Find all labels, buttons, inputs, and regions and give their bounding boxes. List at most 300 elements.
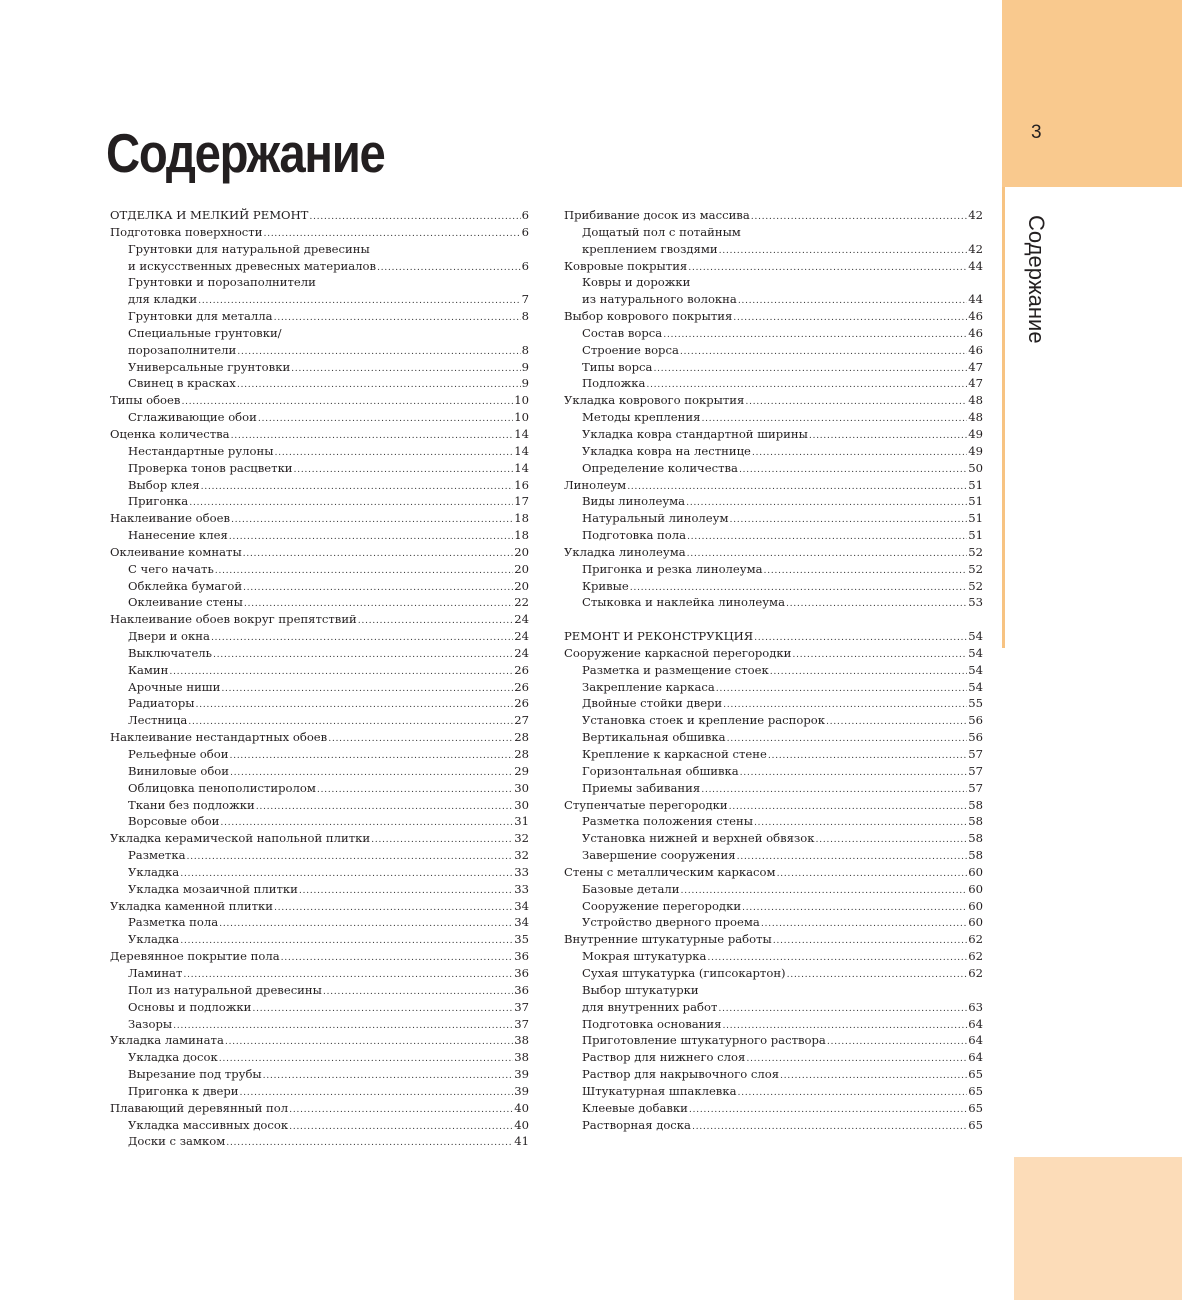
toc-entry[interactable] bbox=[110, 645, 529, 662]
toc-page-number: 26 bbox=[514, 662, 529, 677]
toc-entry[interactable] bbox=[564, 375, 983, 392]
toc-page-number: 27 bbox=[514, 713, 529, 728]
toc-page-number: 24 bbox=[514, 645, 529, 660]
dot-leader bbox=[183, 965, 513, 982]
toc-entry[interactable] bbox=[110, 359, 529, 376]
dot-leader bbox=[281, 948, 514, 965]
toc-entry[interactable] bbox=[564, 510, 983, 527]
toc-entry[interactable] bbox=[564, 274, 983, 291]
toc-page-number: 47 bbox=[968, 359, 983, 374]
toc-entry-title: Стены с металлическим каркасом bbox=[564, 864, 776, 879]
toc-page-number: 46 bbox=[968, 342, 983, 357]
dot-leader bbox=[187, 847, 514, 864]
toc-page-number: 51 bbox=[968, 477, 983, 492]
toc-entry[interactable] bbox=[110, 712, 529, 729]
dot-leader bbox=[754, 628, 967, 645]
toc-entry[interactable] bbox=[110, 1049, 529, 1066]
toc-entry-title: Ковры и дорожки bbox=[582, 275, 691, 290]
toc-entry[interactable] bbox=[564, 898, 983, 915]
dot-leader bbox=[687, 527, 967, 544]
toc-entry[interactable] bbox=[564, 931, 983, 948]
toc-entry[interactable] bbox=[564, 830, 983, 847]
toc-page-number: 50 bbox=[968, 460, 983, 475]
toc-entry[interactable] bbox=[564, 527, 983, 544]
toc-entry[interactable] bbox=[110, 1066, 529, 1083]
toc-page-number: 14 bbox=[514, 443, 529, 458]
toc-entry[interactable] bbox=[564, 443, 983, 460]
dot-leader bbox=[727, 729, 968, 746]
toc-entry[interactable] bbox=[110, 443, 529, 460]
toc-entry-title: Двойные стойки двери bbox=[582, 696, 723, 711]
toc-entry[interactable] bbox=[564, 864, 983, 881]
toc-entry-title: Специальные грунтовки/ bbox=[128, 325, 282, 340]
toc-entry-title: Оклеивание комнаты bbox=[110, 544, 242, 559]
toc-entry[interactable] bbox=[564, 881, 983, 898]
toc-entry-title: Сглаживающие обои bbox=[128, 410, 257, 425]
toc-entry[interactable] bbox=[564, 308, 983, 325]
toc-entry-title: Оклеивание стены bbox=[128, 595, 243, 610]
toc-entry-title: Нестандартные рулоны bbox=[128, 443, 274, 458]
toc-entry-title: ОТДЕЛКА И МЕЛКИЙ РЕМОНТ bbox=[110, 208, 309, 222]
toc-entry[interactable] bbox=[564, 948, 983, 965]
toc-entry[interactable] bbox=[564, 645, 983, 662]
dot-leader bbox=[371, 830, 513, 847]
toc-entry[interactable] bbox=[564, 207, 983, 224]
toc-entry-title: Сооружение перегородки bbox=[582, 898, 742, 913]
dot-leader bbox=[768, 746, 967, 763]
toc-entry-title: для внутренних работ bbox=[582, 999, 718, 1014]
toc-page-number: 63 bbox=[968, 999, 983, 1014]
toc-entry[interactable] bbox=[564, 763, 983, 780]
dot-leader bbox=[826, 712, 967, 729]
toc-entry[interactable] bbox=[110, 931, 529, 948]
dot-leader bbox=[201, 477, 514, 494]
toc-entry-title: Укладка bbox=[128, 932, 180, 947]
dot-leader bbox=[198, 291, 520, 308]
toc-entry-title: Укладка bbox=[128, 864, 180, 879]
toc-entry[interactable] bbox=[564, 914, 983, 931]
toc-entry[interactable] bbox=[564, 1117, 983, 1134]
toc-page-number: 48 bbox=[968, 393, 983, 408]
dot-leader bbox=[751, 207, 967, 224]
toc-page-number: 54 bbox=[968, 679, 983, 694]
dot-leader bbox=[701, 780, 967, 797]
toc-page-number: 54 bbox=[968, 662, 983, 677]
dot-leader bbox=[180, 864, 513, 881]
toc-entry[interactable] bbox=[564, 359, 983, 376]
toc-page-number: 20 bbox=[514, 578, 529, 593]
dot-leader bbox=[752, 443, 967, 460]
toc-entry-title: Деревянное покрытие пола bbox=[110, 949, 280, 964]
toc-entry-title: порозаполнители bbox=[128, 342, 237, 357]
toc-entry[interactable] bbox=[564, 1066, 983, 1083]
toc-page-number: 38 bbox=[514, 1033, 529, 1048]
toc-entry[interactable] bbox=[110, 780, 529, 797]
dot-leader bbox=[627, 477, 967, 494]
toc-page-number: 56 bbox=[968, 713, 983, 728]
toc-entry-title: Подложка bbox=[582, 376, 646, 391]
toc-entry[interactable] bbox=[110, 813, 529, 830]
toc-entry[interactable] bbox=[110, 594, 529, 611]
toc-page-number: 8 bbox=[521, 342, 529, 357]
dot-leader bbox=[252, 999, 513, 1016]
toc-entry[interactable] bbox=[110, 628, 529, 645]
toc-entry-title: Типы обоев bbox=[110, 393, 181, 408]
toc-entry[interactable] bbox=[110, 1032, 529, 1049]
dot-leader bbox=[687, 544, 968, 561]
toc-entry[interactable] bbox=[564, 409, 983, 426]
dot-leader bbox=[770, 662, 967, 679]
toc-entry[interactable] bbox=[110, 544, 529, 561]
toc-page-number: 49 bbox=[968, 443, 983, 458]
dot-leader bbox=[719, 241, 968, 258]
toc-page-number: 38 bbox=[514, 1050, 529, 1065]
toc-page-number: 6 bbox=[521, 224, 529, 239]
page-title: Содержание bbox=[106, 122, 385, 184]
dot-leader bbox=[317, 780, 513, 797]
toc-entry-title: Обклейка бумагой bbox=[128, 578, 243, 593]
toc-entry[interactable] bbox=[564, 291, 983, 308]
toc-entry-title: Укладка линолеума bbox=[564, 544, 686, 559]
toc-page-number: 24 bbox=[514, 629, 529, 644]
toc-entry-title: Состав ворса bbox=[582, 325, 663, 340]
toc-page-number: 40 bbox=[514, 1117, 529, 1132]
toc-page-number: 64 bbox=[968, 1033, 983, 1048]
toc-page-number: 62 bbox=[968, 949, 983, 964]
toc-entry[interactable] bbox=[110, 948, 529, 965]
toc-entry-title: Внутренние штукатурные работы bbox=[564, 932, 772, 947]
toc-entry[interactable] bbox=[110, 679, 529, 696]
dot-leader bbox=[231, 426, 514, 443]
toc-entry-title: Ступенчатые перегородки bbox=[564, 797, 728, 812]
toc-entry[interactable] bbox=[564, 1083, 983, 1100]
toc-page-number: 17 bbox=[514, 494, 529, 509]
toc-entry[interactable] bbox=[110, 1117, 529, 1134]
toc-page-number: 6 bbox=[521, 208, 529, 222]
toc-page-number: 51 bbox=[968, 494, 983, 509]
dot-leader bbox=[740, 763, 968, 780]
toc-entry[interactable] bbox=[564, 965, 983, 982]
toc-page-number: 9 bbox=[521, 359, 529, 374]
toc-entry[interactable] bbox=[110, 493, 529, 510]
toc-page-number: 37 bbox=[514, 1016, 529, 1031]
toc-page-number: 58 bbox=[968, 797, 983, 812]
toc-entry[interactable] bbox=[110, 409, 529, 426]
toc-entry[interactable] bbox=[564, 258, 983, 275]
toc-entry-title: из натурального волокна bbox=[582, 292, 737, 307]
toc-entry[interactable] bbox=[110, 746, 529, 763]
toc-entry-title: Подготовка поверхности bbox=[110, 224, 263, 239]
dot-leader bbox=[680, 342, 967, 359]
toc-entry-title: Свинец в красках bbox=[128, 376, 236, 391]
toc-entry-title: Доски с замком bbox=[128, 1134, 226, 1149]
toc-page-number: 35 bbox=[514, 932, 529, 947]
toc-entry-title: Стыковка и наклейка линолеума bbox=[582, 595, 785, 610]
toc-entry[interactable] bbox=[110, 426, 529, 443]
toc-entry[interactable] bbox=[564, 544, 983, 561]
toc-entry[interactable] bbox=[564, 712, 983, 729]
toc-entry[interactable] bbox=[110, 1133, 529, 1150]
toc-entry-title: С чего начать bbox=[128, 561, 214, 576]
toc-entry-title: Оценка количества bbox=[110, 426, 230, 441]
toc-page-number: 29 bbox=[514, 763, 529, 778]
toc-entry-title: Двери и окна bbox=[128, 629, 210, 644]
toc-entry[interactable] bbox=[110, 392, 529, 409]
toc-entry[interactable] bbox=[564, 1049, 983, 1066]
toc-entry-title: Камин bbox=[128, 662, 169, 677]
dot-leader bbox=[786, 594, 967, 611]
toc-entry[interactable] bbox=[564, 847, 983, 864]
dot-leader bbox=[274, 898, 513, 915]
toc-entry[interactable] bbox=[110, 763, 529, 780]
dot-leader bbox=[689, 1100, 967, 1117]
toc-entry[interactable] bbox=[110, 258, 529, 275]
toc-page-number: 18 bbox=[514, 511, 529, 526]
toc-entry[interactable] bbox=[110, 1100, 529, 1117]
toc-entry-title: Пригонка bbox=[128, 494, 189, 509]
toc-entry[interactable] bbox=[110, 662, 529, 679]
dot-leader bbox=[754, 813, 967, 830]
toc-entry[interactable] bbox=[564, 729, 983, 746]
toc-entry[interactable] bbox=[564, 594, 983, 611]
toc-page-number: 6 bbox=[521, 258, 529, 273]
dot-leader bbox=[358, 611, 513, 628]
toc-entry[interactable] bbox=[564, 695, 983, 712]
toc-entry[interactable] bbox=[110, 325, 529, 342]
toc-right-column bbox=[564, 207, 983, 1133]
section-label: Содержание bbox=[1024, 215, 1049, 344]
dot-leader bbox=[244, 594, 513, 611]
toc-entry[interactable] bbox=[110, 982, 529, 999]
toc-entry[interactable] bbox=[110, 847, 529, 864]
dot-leader bbox=[274, 443, 513, 460]
dot-leader bbox=[773, 931, 967, 948]
dot-leader bbox=[291, 359, 520, 376]
dot-leader bbox=[680, 881, 967, 898]
toc-page-number: 46 bbox=[968, 309, 983, 324]
toc-entry[interactable] bbox=[564, 1100, 983, 1117]
dot-leader bbox=[289, 1117, 513, 1134]
dot-leader bbox=[745, 392, 967, 409]
dot-leader bbox=[173, 1016, 513, 1033]
toc-entry-title: Штукатурная шпаклевка bbox=[582, 1083, 737, 1098]
toc-entry[interactable] bbox=[110, 695, 529, 712]
toc-page-number: 42 bbox=[968, 208, 983, 222]
dot-leader bbox=[737, 847, 968, 864]
dot-leader bbox=[221, 679, 513, 696]
toc-page-number: 58 bbox=[968, 848, 983, 863]
dot-leader bbox=[723, 695, 967, 712]
dot-leader bbox=[746, 1049, 967, 1066]
dot-leader bbox=[792, 645, 967, 662]
toc-page-number: 57 bbox=[968, 780, 983, 795]
toc-entry[interactable] bbox=[564, 746, 983, 763]
toc-entry[interactable] bbox=[564, 426, 983, 443]
toc-page-number: 60 bbox=[968, 898, 983, 913]
toc-entry[interactable] bbox=[110, 611, 529, 628]
toc-page-number: 26 bbox=[514, 679, 529, 694]
toc-page-number: 49 bbox=[968, 426, 983, 441]
toc-entry[interactable] bbox=[564, 662, 983, 679]
dot-leader bbox=[289, 1100, 513, 1117]
toc-page-number: 44 bbox=[968, 258, 983, 273]
dot-leader bbox=[229, 746, 513, 763]
toc-page-number: 51 bbox=[968, 511, 983, 526]
toc-page-number: 60 bbox=[968, 881, 983, 896]
dot-leader bbox=[237, 342, 520, 359]
dot-leader bbox=[787, 965, 968, 982]
toc-entry[interactable] bbox=[564, 325, 983, 342]
toc-entry[interactable] bbox=[110, 375, 529, 392]
toc-page-number: 26 bbox=[514, 696, 529, 711]
toc-entry[interactable] bbox=[110, 460, 529, 477]
dot-leader bbox=[738, 291, 967, 308]
side-rule bbox=[1002, 187, 1005, 648]
toc-entry[interactable] bbox=[110, 864, 529, 881]
toc-entry[interactable] bbox=[110, 477, 529, 494]
toc-entry[interactable] bbox=[110, 561, 529, 578]
toc-page-number: 24 bbox=[514, 612, 529, 627]
toc-entry[interactable] bbox=[564, 561, 983, 578]
toc-entry-title: Грунтовки для металла bbox=[128, 309, 273, 324]
toc-page-number: 65 bbox=[968, 1067, 983, 1082]
toc-page-number: 10 bbox=[514, 410, 529, 425]
dot-leader bbox=[707, 948, 967, 965]
dot-leader bbox=[258, 409, 513, 426]
toc-page-number: 36 bbox=[514, 949, 529, 964]
toc-page-number: 7 bbox=[521, 292, 529, 307]
toc-entry[interactable] bbox=[564, 982, 983, 999]
toc-entry[interactable] bbox=[110, 207, 529, 224]
toc-entry[interactable] bbox=[110, 527, 529, 544]
toc-entry[interactable] bbox=[564, 813, 983, 830]
dot-leader bbox=[220, 813, 513, 830]
toc-entry-title: Вертикальная обшивка bbox=[582, 730, 726, 745]
dot-leader bbox=[761, 914, 967, 931]
toc-entry[interactable] bbox=[564, 578, 983, 595]
toc-entry[interactable] bbox=[110, 308, 529, 325]
toc-entry-title: Грунтовки и порозаполнители bbox=[128, 275, 316, 290]
toc-entry-title: Линолеум bbox=[564, 477, 627, 492]
toc-entry-title: Завершение сооружения bbox=[582, 848, 736, 863]
toc-entry-title: Клеевые добавки bbox=[582, 1100, 688, 1115]
toc-page-number: 31 bbox=[514, 814, 529, 829]
toc-entry[interactable] bbox=[110, 729, 529, 746]
toc-entry[interactable] bbox=[564, 460, 983, 477]
toc-entry[interactable] bbox=[564, 477, 983, 494]
toc-page-number: 30 bbox=[514, 780, 529, 795]
toc-entry-title: Закрепление каркаса bbox=[582, 679, 715, 694]
toc-entry-title: Ворсовые обои bbox=[128, 814, 220, 829]
toc-entry[interactable] bbox=[110, 830, 529, 847]
toc-entry-title: РЕМОНТ И РЕКОНСТРУКЦИЯ bbox=[564, 629, 754, 644]
toc-page-number: 32 bbox=[514, 848, 529, 863]
dot-leader bbox=[653, 359, 967, 376]
toc-page-number: 62 bbox=[968, 965, 983, 980]
toc-entry-title: Ламинат bbox=[128, 965, 183, 980]
toc-entry-title: Грунтовки для натуральной древесины bbox=[128, 241, 370, 256]
dot-leader bbox=[237, 375, 521, 392]
toc-entry[interactable] bbox=[110, 999, 529, 1016]
toc-entry-title: Пригонка и резка линолеума bbox=[582, 561, 763, 576]
toc-entry-title: Разметка положения стены bbox=[582, 814, 753, 829]
dot-leader bbox=[630, 578, 967, 595]
toc-entry[interactable] bbox=[564, 241, 983, 258]
toc-entry[interactable] bbox=[564, 1032, 983, 1049]
dot-leader bbox=[226, 1133, 513, 1150]
dot-leader bbox=[274, 308, 521, 325]
toc-entry[interactable] bbox=[110, 914, 529, 931]
toc-entry-title: Типы ворса bbox=[582, 359, 653, 374]
toc-entry[interactable] bbox=[564, 679, 983, 696]
toc-entry-title: Кривые bbox=[582, 578, 629, 593]
toc-entry[interactable] bbox=[110, 291, 529, 308]
toc-entry-title: Укладка массивных досок bbox=[128, 1117, 289, 1132]
toc-entry[interactable] bbox=[110, 898, 529, 915]
toc-entry[interactable] bbox=[110, 1083, 529, 1100]
dot-leader bbox=[688, 258, 967, 275]
toc-entry-title: Разметка bbox=[128, 848, 186, 863]
toc-entry-title: Методы крепления bbox=[582, 410, 701, 425]
toc-entry-title: Прибивание досок из массива bbox=[564, 208, 750, 222]
toc-entry[interactable] bbox=[564, 999, 983, 1016]
toc-page-number: 8 bbox=[521, 309, 529, 324]
toc-entry[interactable] bbox=[110, 274, 529, 291]
toc-entry[interactable] bbox=[110, 342, 529, 359]
toc-entry-title: Проверка тонов расцветки bbox=[128, 460, 293, 475]
dot-leader bbox=[377, 258, 521, 275]
toc-entry-title: Вырезание под трубы bbox=[128, 1067, 262, 1082]
toc-entry[interactable] bbox=[564, 342, 983, 359]
toc-page-number: 33 bbox=[514, 881, 529, 896]
toc-entry-title: креплением гвоздями bbox=[582, 241, 718, 256]
toc-entry-title: Наклеивание обоев bbox=[110, 511, 230, 526]
toc-entry[interactable] bbox=[110, 224, 529, 241]
toc-entry[interactable] bbox=[564, 1016, 983, 1033]
toc-page-number: 10 bbox=[514, 393, 529, 408]
toc-page-number: 16 bbox=[514, 477, 529, 492]
toc-page-number: 65 bbox=[968, 1100, 983, 1115]
toc-page-number: 60 bbox=[968, 864, 983, 879]
toc-entry[interactable] bbox=[110, 965, 529, 982]
dot-leader bbox=[213, 645, 513, 662]
toc-entry-title: Разметка пола bbox=[128, 915, 219, 930]
dot-leader bbox=[243, 544, 514, 561]
toc-entry[interactable] bbox=[564, 493, 983, 510]
dot-leader bbox=[742, 898, 967, 915]
toc-entry-title: Радиаторы bbox=[128, 696, 195, 711]
toc-entry[interactable] bbox=[564, 224, 983, 241]
toc-entry[interactable] bbox=[564, 780, 983, 797]
toc-entry[interactable] bbox=[110, 881, 529, 898]
toc-entry[interactable] bbox=[110, 578, 529, 595]
dot-leader bbox=[225, 1032, 513, 1049]
dot-leader bbox=[686, 493, 967, 510]
toc-entry[interactable] bbox=[564, 392, 983, 409]
toc-entry[interactable] bbox=[110, 510, 529, 527]
toc-entry[interactable] bbox=[110, 241, 529, 258]
toc-entry[interactable] bbox=[564, 797, 983, 814]
toc-page-number: 57 bbox=[968, 763, 983, 778]
toc-entry[interactable] bbox=[564, 628, 983, 645]
toc-entry[interactable] bbox=[110, 797, 529, 814]
toc-entry-title: Рельефные обои bbox=[128, 747, 229, 761]
toc-entry-title: Растворная доска bbox=[582, 1117, 691, 1132]
dot-leader bbox=[729, 797, 968, 814]
toc-page-number: 28 bbox=[514, 747, 529, 761]
toc-entry[interactable] bbox=[110, 1016, 529, 1033]
toc-page-number: 39 bbox=[514, 1067, 529, 1082]
